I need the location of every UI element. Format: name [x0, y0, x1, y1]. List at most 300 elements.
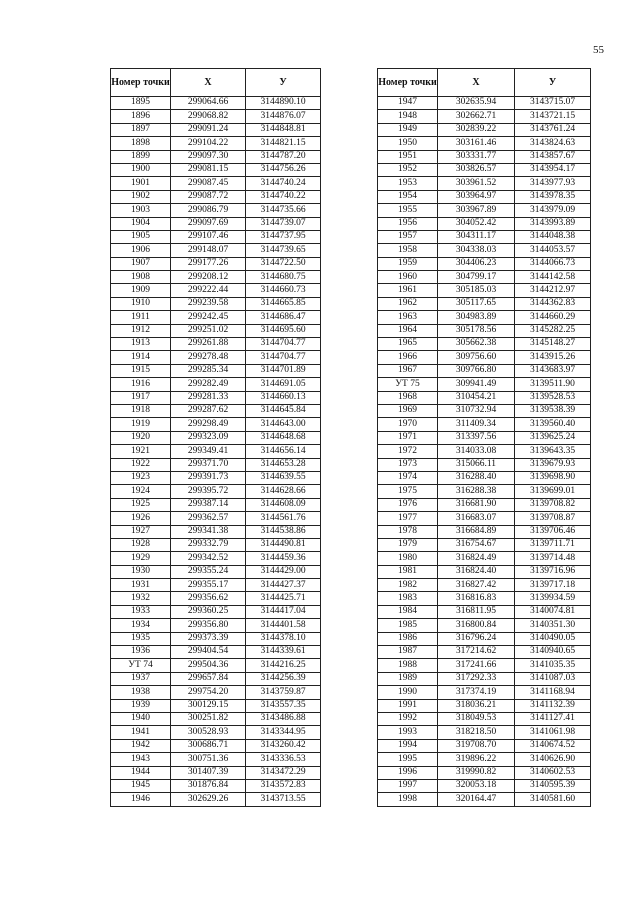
header-y: У: [515, 69, 591, 97]
cell-y: 3143761.24: [515, 123, 591, 136]
cell-point-number: 1908: [111, 271, 171, 284]
cell-point-number: УТ 74: [111, 659, 171, 672]
cell-y: 3144142.58: [515, 271, 591, 284]
cell-x: 299086.79: [171, 204, 246, 217]
table-row: [378, 712, 591, 725]
table-row: [111, 659, 321, 672]
cell-point-number: 1993: [378, 726, 438, 739]
cell-y: 3139711.71: [515, 538, 591, 551]
cell-point-number: 1931: [111, 579, 171, 592]
cell-y: 3144821.15: [246, 137, 321, 150]
table-row: [378, 592, 591, 605]
cell-y: 3143915.26: [515, 351, 591, 364]
table-row: [378, 753, 591, 766]
cell-x: 303331.77: [438, 150, 515, 163]
cell-x: 299282.49: [171, 378, 246, 391]
cell-point-number: 1959: [378, 257, 438, 270]
cell-x: 302629.26: [171, 793, 246, 806]
table-row: [111, 699, 321, 712]
header-point-number: Номер точки: [378, 69, 438, 97]
cell-x: 310454.21: [438, 391, 515, 404]
cell-y: 3144787.20: [246, 150, 321, 163]
cell-point-number: 1902: [111, 190, 171, 203]
table-header-row: [111, 69, 321, 97]
cell-x: 299298.49: [171, 418, 246, 431]
table-row: [111, 324, 321, 337]
table-row: [111, 418, 321, 431]
cell-y: 3144256.39: [246, 672, 321, 685]
cell-x: 316683.07: [438, 512, 515, 525]
cell-y: 3144890.10: [246, 97, 321, 110]
cell-point-number: 1948: [378, 110, 438, 123]
cell-point-number: 1912: [111, 324, 171, 337]
table-row: [378, 672, 591, 685]
table-row: [111, 163, 321, 176]
cell-point-number: 1923: [111, 471, 171, 484]
cell-point-number: 1928: [111, 538, 171, 551]
cell-y: 3144362.83: [515, 297, 591, 310]
cell-y: 3144660.29: [515, 311, 591, 324]
table-row: [111, 217, 321, 230]
cell-point-number: 1943: [111, 753, 171, 766]
cell-point-number: 1955: [378, 204, 438, 217]
cell-point-number: 1963: [378, 311, 438, 324]
cell-y: 3144401.58: [246, 619, 321, 632]
cell-point-number: 1962: [378, 297, 438, 310]
cell-point-number: 1992: [378, 712, 438, 725]
cell-y: 3144686.47: [246, 311, 321, 324]
table-row: [111, 458, 321, 471]
cell-point-number: 1949: [378, 123, 438, 136]
cell-x: 299342.52: [171, 552, 246, 565]
cell-y: 3143715.07: [515, 97, 591, 110]
table-row: [111, 739, 321, 752]
table-row: [111, 619, 321, 632]
table-row: [111, 137, 321, 150]
table-row: [111, 753, 321, 766]
table-row: [111, 190, 321, 203]
cell-y: 3144339.61: [246, 646, 321, 659]
table-row: [111, 686, 321, 699]
cell-x: 299208.12: [171, 271, 246, 284]
table-row: [111, 485, 321, 498]
coordinates-table-right: [377, 68, 591, 807]
cell-point-number: 1941: [111, 726, 171, 739]
cell-y: 3144561.76: [246, 512, 321, 525]
cell-y: 3141087.03: [515, 672, 591, 685]
cell-point-number: 1979: [378, 538, 438, 551]
table-row: [378, 217, 591, 230]
cell-y: 3143486.88: [246, 712, 321, 725]
cell-point-number: 1911: [111, 311, 171, 324]
cell-point-number: 1946: [111, 793, 171, 806]
cell-y: 3144656.14: [246, 445, 321, 458]
cell-x: 299278.48: [171, 351, 246, 364]
cell-y: 3140674.52: [515, 739, 591, 752]
cell-y: 3144691.05: [246, 378, 321, 391]
cell-x: 299068.82: [171, 110, 246, 123]
table-row: [111, 364, 321, 377]
table-row: [378, 338, 591, 351]
cell-y: 3139717.18: [515, 579, 591, 592]
table-header-row: [378, 69, 591, 97]
cell-point-number: 1985: [378, 619, 438, 632]
cell-point-number: 1991: [378, 699, 438, 712]
table-row: [378, 311, 591, 324]
cell-y: 3139679.93: [515, 458, 591, 471]
cell-y: 3141127.41: [515, 712, 591, 725]
cell-x: 300751.36: [171, 753, 246, 766]
cell-x: 301876.84: [171, 779, 246, 792]
cell-point-number: 1998: [378, 793, 438, 806]
cell-x: 311409.34: [438, 418, 515, 431]
cell-y: 3144701.89: [246, 364, 321, 377]
cell-x: 299356.80: [171, 619, 246, 632]
table-row: [378, 150, 591, 163]
cell-point-number: 1957: [378, 230, 438, 243]
cell-point-number: 1969: [378, 404, 438, 417]
cell-point-number: 1897: [111, 123, 171, 136]
cell-point-number: 1920: [111, 431, 171, 444]
cell-y: 3141035.35: [515, 659, 591, 672]
cell-x: 300251.82: [171, 712, 246, 725]
cell-y: 3144704.77: [246, 351, 321, 364]
cell-y: 3139560.40: [515, 418, 591, 431]
cell-y: 3144876.07: [246, 110, 321, 123]
cell-x: 302662.71: [438, 110, 515, 123]
cell-x: 299355.24: [171, 565, 246, 578]
cell-point-number: 1994: [378, 739, 438, 752]
cell-x: 301407.39: [171, 766, 246, 779]
cell-point-number: 1951: [378, 150, 438, 163]
table-row: [111, 552, 321, 565]
cell-y: 3144735.66: [246, 204, 321, 217]
cell-y: 3144648.68: [246, 431, 321, 444]
cell-x: 299261.88: [171, 338, 246, 351]
table-row: [111, 646, 321, 659]
cell-point-number: 1942: [111, 739, 171, 752]
cell-x: 299504.36: [171, 659, 246, 672]
cell-point-number: 1986: [378, 632, 438, 645]
cell-x: 299087.45: [171, 177, 246, 190]
cell-y: 3144660.13: [246, 391, 321, 404]
cell-x: 319896.22: [438, 753, 515, 766]
cell-x: 316824.49: [438, 552, 515, 565]
cell-point-number: 1940: [111, 712, 171, 725]
cell-y: 3144643.00: [246, 418, 321, 431]
table-row: [378, 190, 591, 203]
cell-point-number: 1989: [378, 672, 438, 685]
cell-x: 305178.56: [438, 324, 515, 337]
cell-x: 309756.60: [438, 351, 515, 364]
cell-y: 3139625.24: [515, 431, 591, 444]
cell-y: 3143954.17: [515, 163, 591, 176]
cell-x: 299287.62: [171, 404, 246, 417]
cell-x: 304052.42: [438, 217, 515, 230]
cell-y: 3140581.60: [515, 793, 591, 806]
cell-y: 3144425.71: [246, 592, 321, 605]
table-row: [378, 391, 591, 404]
cell-point-number: 1906: [111, 244, 171, 257]
cell-point-number: 1924: [111, 485, 171, 498]
cell-point-number: 1917: [111, 391, 171, 404]
cell-point-number: 1954: [378, 190, 438, 203]
cell-point-number: 1913: [111, 338, 171, 351]
cell-x: 318049.53: [438, 712, 515, 725]
cell-x: 320164.47: [438, 793, 515, 806]
table-row: [378, 605, 591, 618]
cell-y: 3143978.35: [515, 190, 591, 203]
cell-x: 304406.23: [438, 257, 515, 270]
header-y: У: [246, 69, 321, 97]
cell-point-number: 1901: [111, 177, 171, 190]
table-row: [111, 565, 321, 578]
cell-x: 299349.41: [171, 445, 246, 458]
cell-x: 304311.17: [438, 230, 515, 243]
table-row: [111, 525, 321, 538]
table-row: [378, 445, 591, 458]
cell-x: 320053.18: [438, 779, 515, 792]
cell-y: 3144639.55: [246, 471, 321, 484]
table-row: [378, 351, 591, 364]
cell-point-number: 1909: [111, 284, 171, 297]
header-point-number: Номер точки: [111, 69, 171, 97]
cell-x: 299177.26: [171, 257, 246, 270]
cell-point-number: 1974: [378, 471, 438, 484]
cell-y: 3139528.53: [515, 391, 591, 404]
cell-y: 3139708.82: [515, 498, 591, 511]
table-row: [111, 538, 321, 551]
cell-x: 299251.02: [171, 324, 246, 337]
cell-x: 316681.90: [438, 498, 515, 511]
cell-x: 316811.95: [438, 605, 515, 618]
cell-y: 3145282.25: [515, 324, 591, 337]
cell-x: 305117.65: [438, 297, 515, 310]
cell-y: 3143979.09: [515, 204, 591, 217]
cell-y: 3144722.50: [246, 257, 321, 270]
table-row: [378, 244, 591, 257]
cell-x: 303964.97: [438, 190, 515, 203]
table-row: [378, 471, 591, 484]
cell-x: 313397.56: [438, 431, 515, 444]
table-row: [111, 404, 321, 417]
cell-point-number: 1904: [111, 217, 171, 230]
cell-x: 299404.54: [171, 646, 246, 659]
cell-x: 299107.46: [171, 230, 246, 243]
table-row: [111, 592, 321, 605]
table-row: [111, 338, 321, 351]
table-row: [378, 632, 591, 645]
cell-point-number: 1926: [111, 512, 171, 525]
table-row: [378, 766, 591, 779]
cell-y: 3139708.87: [515, 512, 591, 525]
cell-point-number: 1916: [111, 378, 171, 391]
cell-point-number: 1895: [111, 97, 171, 110]
table-row: [378, 284, 591, 297]
cell-y: 3144490.81: [246, 538, 321, 551]
cell-y: 3143857.67: [515, 150, 591, 163]
cell-x: 303161.46: [438, 137, 515, 150]
cell-x: 316824.40: [438, 565, 515, 578]
cell-point-number: 1968: [378, 391, 438, 404]
cell-x: 299356.62: [171, 592, 246, 605]
table-row: [378, 485, 591, 498]
cell-y: 3143993.89: [515, 217, 591, 230]
cell-x: 314033.08: [438, 445, 515, 458]
cell-x: 299148.07: [171, 244, 246, 257]
cell-point-number: 1953: [378, 177, 438, 190]
cell-x: 299104.22: [171, 137, 246, 150]
cell-y: 3144740.22: [246, 190, 321, 203]
cell-x: 316827.42: [438, 579, 515, 592]
cell-y: 3144053.57: [515, 244, 591, 257]
cell-x: 319990.82: [438, 766, 515, 779]
table-row: [378, 97, 591, 110]
cell-x: 299395.72: [171, 485, 246, 498]
cell-y: 3144848.81: [246, 123, 321, 136]
cell-x: 299341.38: [171, 525, 246, 538]
cell-point-number: 1967: [378, 364, 438, 377]
cell-y: 3144665.85: [246, 297, 321, 310]
cell-x: 316288.40: [438, 471, 515, 484]
cell-y: 3139716.96: [515, 565, 591, 578]
table-row: [111, 271, 321, 284]
cell-point-number: 1982: [378, 579, 438, 592]
cell-point-number: 1898: [111, 137, 171, 150]
cell-point-number: 1929: [111, 552, 171, 565]
cell-y: 3140074.81: [515, 605, 591, 618]
cell-y: 3144739.07: [246, 217, 321, 230]
cell-y: 3139934.59: [515, 592, 591, 605]
cell-point-number: 1905: [111, 230, 171, 243]
cell-x: 299081.15: [171, 163, 246, 176]
cell-y: 3144608.09: [246, 498, 321, 511]
table-row: [378, 418, 591, 431]
cell-y: 3143721.15: [515, 110, 591, 123]
cell-x: 299360.25: [171, 605, 246, 618]
cell-x: 299242.45: [171, 311, 246, 324]
table-row: [111, 632, 321, 645]
cell-point-number: 1956: [378, 217, 438, 230]
cell-y: 3139699.01: [515, 485, 591, 498]
table-row: [378, 364, 591, 377]
table-row: [378, 297, 591, 310]
cell-x: 299391.73: [171, 471, 246, 484]
cell-x: 303961.52: [438, 177, 515, 190]
cell-point-number: 1983: [378, 592, 438, 605]
table-row: [378, 177, 591, 190]
cell-y: 3143977.93: [515, 177, 591, 190]
cell-point-number: 1965: [378, 338, 438, 351]
table-row: [378, 271, 591, 284]
table-row: [378, 779, 591, 792]
cell-x: 299285.34: [171, 364, 246, 377]
table-row: [378, 324, 591, 337]
cell-y: 3143344.95: [246, 726, 321, 739]
cell-x: 300686.71: [171, 739, 246, 752]
table-row: [378, 525, 591, 538]
cell-point-number: 1944: [111, 766, 171, 779]
cell-y: 3143472.29: [246, 766, 321, 779]
cell-point-number: 1975: [378, 485, 438, 498]
cell-point-number: 1896: [111, 110, 171, 123]
cell-y: 3144695.60: [246, 324, 321, 337]
cell-x: 319708.70: [438, 739, 515, 752]
page-number: 55: [593, 44, 604, 56]
cell-point-number: 1933: [111, 605, 171, 618]
cell-x: 316754.67: [438, 538, 515, 551]
cell-x: 299097.69: [171, 217, 246, 230]
cell-point-number: 1915: [111, 364, 171, 377]
cell-y: 3140602.53: [515, 766, 591, 779]
cell-y: 3143572.83: [246, 779, 321, 792]
table-row: [378, 646, 591, 659]
cell-point-number: 1981: [378, 565, 438, 578]
cell-point-number: 1978: [378, 525, 438, 538]
table-row: [111, 257, 321, 270]
cell-x: 302839.22: [438, 123, 515, 136]
table-row: [111, 471, 321, 484]
cell-x: 299091.24: [171, 123, 246, 136]
table-row: [378, 793, 591, 806]
cell-x: 299239.58: [171, 297, 246, 310]
cell-point-number: 1952: [378, 163, 438, 176]
cell-point-number: 1988: [378, 659, 438, 672]
table-row: [378, 565, 591, 578]
cell-x: 299064.66: [171, 97, 246, 110]
cell-x: 304799.17: [438, 271, 515, 284]
cell-point-number: 1984: [378, 605, 438, 618]
table-row: [378, 498, 591, 511]
cell-y: 3140351.30: [515, 619, 591, 632]
cell-point-number: 1958: [378, 244, 438, 257]
cell-point-number: 1935: [111, 632, 171, 645]
cell-point-number: 1972: [378, 445, 438, 458]
table-row: [111, 150, 321, 163]
cell-y: 3139706.46: [515, 525, 591, 538]
cell-x: 299754.20: [171, 686, 246, 699]
table-row: [111, 378, 321, 391]
cell-y: 3144066.73: [515, 257, 591, 270]
cell-point-number: 1921: [111, 445, 171, 458]
cell-y: 3144653.28: [246, 458, 321, 471]
cell-y: 3144417.04: [246, 605, 321, 618]
table-row: [378, 538, 591, 551]
cell-point-number: 1918: [111, 404, 171, 417]
cell-x: 302635.94: [438, 97, 515, 110]
table-row: [378, 404, 591, 417]
cell-point-number: 1930: [111, 565, 171, 578]
cell-y: 3140940.65: [515, 646, 591, 659]
cell-x: 317292.33: [438, 672, 515, 685]
cell-x: 316816.83: [438, 592, 515, 605]
header-x: X: [171, 69, 246, 97]
cell-y: 3144739.65: [246, 244, 321, 257]
cell-y: 3143557.35: [246, 699, 321, 712]
cell-point-number: 1925: [111, 498, 171, 511]
table-row: [111, 431, 321, 444]
cell-x: 316684.89: [438, 525, 515, 538]
cell-point-number: 1922: [111, 458, 171, 471]
cell-y: 3143683.97: [515, 364, 591, 377]
cell-y: 3144538.86: [246, 525, 321, 538]
cell-x: 299097.30: [171, 150, 246, 163]
cell-y: 3144048.38: [515, 230, 591, 243]
table-row: [378, 230, 591, 243]
cell-y: 3143824.63: [515, 137, 591, 150]
cell-x: 318218.50: [438, 726, 515, 739]
table-row: [378, 163, 591, 176]
